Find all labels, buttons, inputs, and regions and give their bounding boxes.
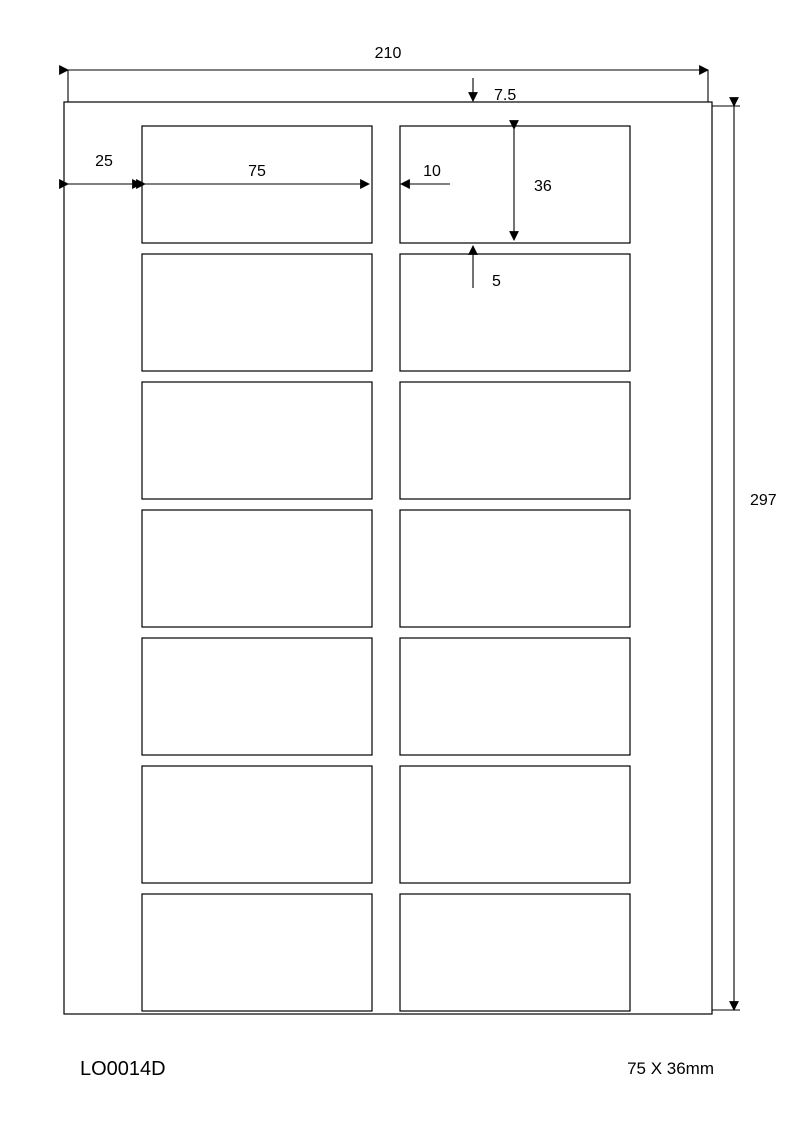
dimension-sheet-height	[712, 106, 777, 1010]
dimension-label-sheet-width: 210	[374, 45, 402, 62]
label-r7-c2	[400, 894, 630, 1011]
dimension-label-left-margin: 25	[95, 153, 113, 170]
dimension-sheet-width	[68, 45, 708, 102]
dimension-top-margin	[473, 78, 516, 104]
dimension-label-vertical-gap: 5	[492, 273, 501, 290]
label-r4-c1	[142, 510, 372, 627]
label-r2-c1	[142, 254, 372, 371]
label-r3-c2	[400, 382, 630, 499]
label-r5-c1	[142, 638, 372, 755]
dimension-label-horizontal-gap: 10	[423, 163, 441, 180]
label-size-label: 75 X 36mm	[627, 1059, 714, 1078]
dimension-label-label-width: 75	[248, 163, 266, 180]
label-r6-c1	[142, 766, 372, 883]
dimension-label-label-height: 36	[534, 178, 552, 195]
product-code-label: LO0014D	[80, 1058, 166, 1080]
label-r4-c2	[400, 510, 630, 627]
label-r6-c2	[400, 766, 630, 883]
label-r7-c1	[142, 894, 372, 1011]
label-r3-c1	[142, 382, 372, 499]
label-r2-c2	[400, 254, 630, 371]
dimension-label-sheet-height: 297	[750, 492, 777, 509]
dimension-label-top-margin: 7.5	[494, 87, 517, 104]
label-r5-c2	[400, 638, 630, 755]
